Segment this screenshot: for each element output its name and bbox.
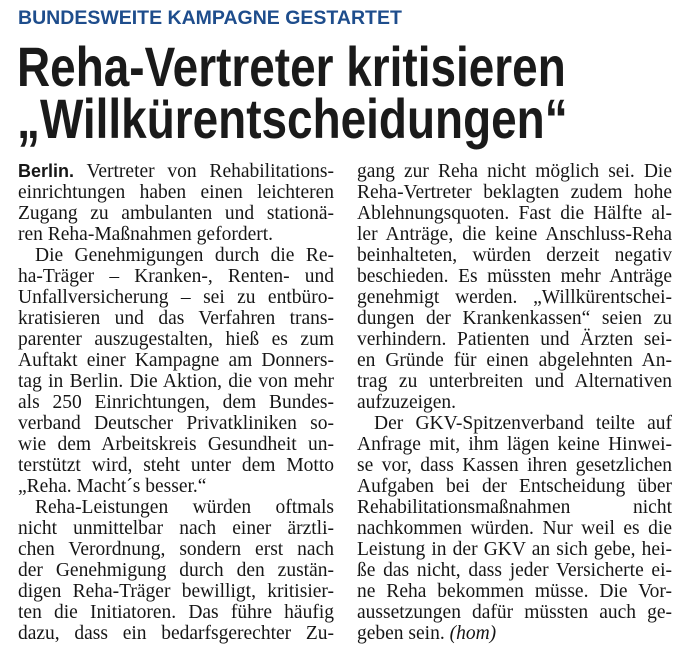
text-line — [18, 287, 334, 308]
text-line — [357, 266, 672, 287]
text-line — [18, 476, 334, 497]
text-line — [357, 413, 672, 434]
line-text: der Genehmigung durch den zustän- — [18, 560, 334, 581]
line-text: se vor, dass Kassen ihren gesetzlichen — [357, 455, 672, 476]
headline-line: „Willkürentscheidungen“ — [17, 87, 568, 150]
text-line — [18, 413, 334, 434]
text-line — [18, 392, 334, 413]
text-line — [18, 602, 334, 623]
text-line — [18, 350, 334, 371]
line-text: dazu, dass ein bedarfsgerechter Zu- — [18, 623, 334, 644]
text-line — [357, 287, 672, 308]
text-line — [357, 350, 672, 371]
text-line — [18, 161, 334, 182]
column-right — [357, 161, 672, 644]
text-line — [357, 455, 672, 476]
headline-line: Reha-Vertreter kritisieren — [17, 35, 566, 98]
line-text: Die Genehmigungen durch die Re- — [35, 245, 334, 266]
line-text: Ablehnungsquoten. Fast die Hälfte al- — [357, 203, 672, 224]
line-text: verband Deutscher Privatkliniken so- — [18, 413, 334, 434]
line-text: Unfallversicherung – sei zu entbüro- — [18, 287, 334, 308]
line-text: aufzuzeigen. — [357, 392, 457, 413]
text-line — [357, 560, 672, 581]
line-text: Vertreter von Rehabilitations- — [86, 161, 334, 182]
dateline: Berlin. — [18, 161, 75, 181]
text-line — [18, 518, 334, 539]
line-text: ten die Initiatoren. Das führe häufig — [18, 602, 334, 623]
text-line — [357, 224, 672, 245]
text-line — [18, 434, 334, 455]
line-text: einrichtungen haben einen leichteren — [18, 182, 334, 203]
text-line — [357, 245, 672, 266]
line-text: geben sein. — [357, 623, 445, 644]
text-line — [357, 434, 672, 455]
text-line — [357, 497, 672, 518]
line-text: gang zur Reha nicht möglich sei. Die — [357, 161, 672, 182]
text-line — [18, 329, 334, 350]
line-text: chen Verordnung, sondern erst nach — [18, 539, 334, 560]
text-line — [357, 539, 672, 560]
line-text: ha-Träger – Kranken-, Renten- und — [18, 266, 334, 287]
text-line — [18, 203, 334, 224]
line-text: Anfrage mit, ihm lägen keine Hinwei- — [357, 434, 672, 455]
text-line — [18, 245, 334, 266]
line-text: verhindern. Patienten und Ärzten sei- — [357, 329, 672, 350]
text-line — [357, 623, 672, 644]
text-line — [18, 539, 334, 560]
line-text: Reha-Vertreter beklagten zudem hohe — [357, 182, 672, 203]
line-text: als 250 Einrichtungen, dem Bundes- — [18, 392, 334, 413]
line-text: beschieden. Es müssten mehr Anträge — [357, 266, 672, 287]
line-text: dungen der Krankenkassen“ seien zu — [357, 308, 672, 329]
text-line — [18, 371, 334, 392]
line-text: „Reha. Macht´s besser.“ — [18, 476, 207, 497]
kicker: BUNDESWEITE KAMPAGNE GESTARTET — [18, 7, 402, 29]
text-line — [357, 476, 672, 497]
line-text: Rehabilitationsmaßnahmen nicht — [357, 497, 672, 518]
text-line — [18, 455, 334, 476]
column-left — [18, 161, 334, 644]
line-text: parenter auszugestalten, hieß es zum — [18, 329, 334, 350]
line-text: digen Reha-Träger bewilligt, kritisier- — [18, 581, 334, 602]
line-text: aussetzungen dafür müssten auch ge- — [357, 602, 672, 623]
line-text: genehmigt werden. „Willkürentschei- — [357, 287, 672, 308]
text-line — [18, 182, 334, 203]
line-text: ne Reha bekommen müsse. Die Vor- — [357, 581, 672, 602]
line-text: tag in Berlin. Die Aktion, die von mehr — [18, 371, 334, 392]
line-text: kratisieren und das Verfahren trans- — [18, 308, 334, 329]
text-line — [357, 182, 672, 203]
text-line — [357, 392, 672, 413]
line-text: Zugang zu ambulanten und stationä- — [18, 203, 334, 224]
text-line — [18, 581, 334, 602]
text-line — [18, 497, 334, 518]
line-text: Aufgaben bei der Entscheidung über — [357, 476, 672, 497]
text-line — [357, 161, 672, 182]
line-text: Der GKV-Spitzenverband teilte auf — [374, 413, 672, 434]
text-line — [357, 581, 672, 602]
text-line — [357, 371, 672, 392]
line-text: trag zu unterbreiten und Alternativen — [357, 371, 672, 392]
text-line — [357, 602, 672, 623]
line-text: en Gründe für einen abgelehnten An- — [357, 350, 672, 371]
line-text: ren Reha-Maßnahmen gefordert. — [18, 224, 274, 245]
text-line — [357, 329, 672, 350]
text-line — [18, 560, 334, 581]
line-text: nachkommen würden. Nur weil es die — [357, 518, 672, 539]
line-text: Leistung in der GKV an sich gebe, hei- — [357, 539, 672, 560]
text-line — [18, 623, 334, 644]
line-text: nicht unmittelbar nach einer ärztli- — [18, 518, 334, 539]
line-text: ße das nicht, dass jeder Versicherte ei- — [357, 560, 672, 581]
text-line — [357, 518, 672, 539]
text-line — [18, 224, 334, 245]
line-text: Reha-Leistungen würden oftmals — [35, 497, 334, 518]
author-byline: (hom) — [449, 623, 497, 644]
line-text: beinhalteten, würden derzeit negativ — [357, 245, 672, 266]
text-line — [357, 308, 672, 329]
text-line — [18, 266, 334, 287]
text-line — [18, 308, 334, 329]
line-text: wie dem Arbeitskreis Gesundheit un- — [18, 434, 334, 455]
line-text: Auftakt einer Kampagne am Donners- — [18, 350, 334, 371]
line-text: terstützt wird, steht unter dem Motto — [18, 455, 334, 476]
line-text: ler Anträge, die keine Anschluss-Reha — [357, 224, 672, 245]
text-line — [357, 203, 672, 224]
